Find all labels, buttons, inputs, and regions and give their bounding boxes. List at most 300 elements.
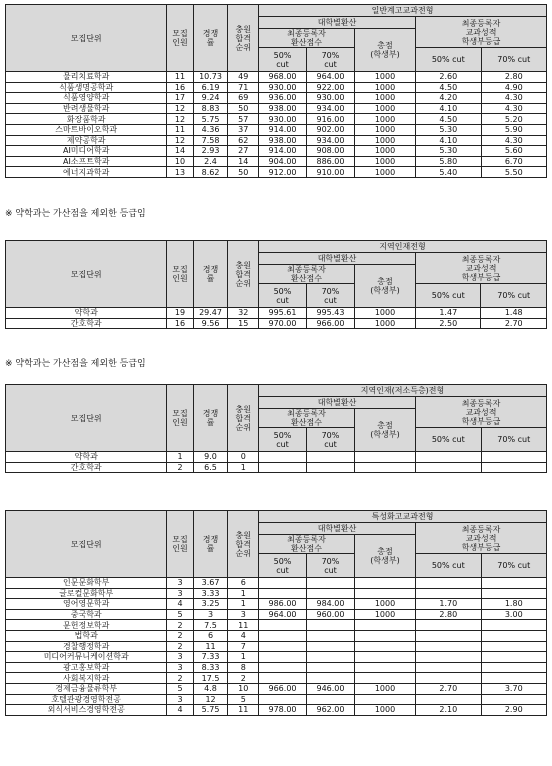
cell-recruit: 17 bbox=[167, 93, 193, 104]
cell-cut50: 930.00 bbox=[259, 114, 307, 125]
cell-grade50: 5.30 bbox=[416, 146, 481, 157]
cell-cut70: 886.00 bbox=[307, 156, 355, 167]
cell-rate: 29.47 bbox=[193, 308, 228, 319]
cell-grade70: 4.90 bbox=[481, 82, 547, 93]
header-waitlist: 충원 합격 순위 bbox=[228, 385, 259, 452]
cell-total: 1000 bbox=[354, 683, 415, 694]
table-row bbox=[6, 462, 547, 473]
header-waitlist: 충원 합격 순위 bbox=[228, 241, 259, 308]
table-row bbox=[6, 599, 547, 610]
header-p70: 70% cut bbox=[307, 554, 355, 578]
cell-waitlist: 71 bbox=[228, 82, 259, 93]
cell-total: 1000 bbox=[354, 93, 415, 104]
cell-grade70 bbox=[481, 673, 547, 684]
cell-unit: 스마트바이오학과 bbox=[6, 124, 167, 135]
cell-waitlist: 3 bbox=[228, 609, 259, 620]
cell-grade70: 5.90 bbox=[481, 124, 547, 135]
cell-grade70 bbox=[481, 462, 547, 473]
cell-recruit: 16 bbox=[167, 318, 193, 329]
cell-grade50: 5.80 bbox=[416, 156, 481, 167]
cell-recruit: 2 bbox=[167, 630, 193, 641]
cell-cut70 bbox=[307, 620, 355, 631]
cell-grade50: 4.50 bbox=[416, 114, 481, 125]
cell-grade50 bbox=[416, 673, 481, 684]
cell-grade50: 1.47 bbox=[416, 308, 481, 319]
cell-grade50: 5.40 bbox=[416, 167, 481, 178]
cell-unit: 간호학과 bbox=[6, 462, 167, 473]
cell-grade50: 2.10 bbox=[416, 705, 481, 716]
cell-waitlist: 37 bbox=[228, 124, 259, 135]
cell-recruit: 4 bbox=[167, 705, 193, 716]
header-unit: 모집단위 bbox=[6, 385, 167, 452]
cell-cut50: 938.00 bbox=[259, 135, 307, 146]
table-row bbox=[6, 124, 547, 135]
cell-grade70: 3.70 bbox=[481, 683, 547, 694]
cell-total: 1000 bbox=[354, 146, 415, 157]
cell-cut50: 968.00 bbox=[259, 72, 307, 83]
cell-total: 1000 bbox=[354, 705, 415, 716]
cell-rate: 7.58 bbox=[193, 135, 228, 146]
cell-total: 1000 bbox=[354, 82, 415, 93]
cell-grade70 bbox=[481, 652, 547, 663]
cell-recruit: 19 bbox=[167, 308, 193, 319]
cell-rate: 9.56 bbox=[193, 318, 228, 329]
cell-recruit: 2 bbox=[167, 641, 193, 652]
cell-total: 1000 bbox=[354, 72, 415, 83]
cell-cut50 bbox=[259, 452, 307, 463]
results-table bbox=[5, 510, 547, 716]
cell-cut50 bbox=[259, 578, 307, 589]
cell-total: 1000 bbox=[354, 156, 415, 167]
cell-total bbox=[354, 620, 415, 631]
cell-cut70: 910.00 bbox=[307, 167, 355, 178]
cell-recruit: 3 bbox=[167, 694, 193, 705]
cell-waitlist: 8 bbox=[228, 662, 259, 673]
cell-recruit: 3 bbox=[167, 578, 193, 589]
cell-grade70 bbox=[481, 630, 547, 641]
header-total: 총점 (학생부) bbox=[354, 409, 415, 452]
header-univ-conv: 대학별환산 bbox=[259, 17, 416, 29]
cell-grade70 bbox=[481, 620, 547, 631]
results-table bbox=[5, 384, 547, 473]
cell-waitlist: 32 bbox=[228, 308, 259, 319]
section-specialized-high-school bbox=[5, 510, 547, 716]
cell-recruit: 13 bbox=[167, 167, 193, 178]
header-univ-conv: 대학별환산 bbox=[259, 523, 416, 535]
cell-grade70: 5.20 bbox=[481, 114, 547, 125]
table-row bbox=[6, 103, 547, 114]
table-row bbox=[6, 146, 547, 157]
cell-grade70: 6.70 bbox=[481, 156, 547, 167]
cell-cut70: 902.00 bbox=[307, 124, 355, 135]
cell-cut50: 964.00 bbox=[259, 609, 307, 620]
cell-rate: 4.36 bbox=[193, 124, 228, 135]
cell-cut50: 904.00 bbox=[259, 156, 307, 167]
cell-rate: 11 bbox=[193, 641, 228, 652]
header-g50: 50% cut bbox=[416, 428, 481, 452]
header-rate: 경쟁 률 bbox=[193, 5, 228, 72]
results-table bbox=[5, 240, 547, 329]
cell-cut70: 962.00 bbox=[307, 705, 355, 716]
cell-waitlist: 1 bbox=[228, 588, 259, 599]
cell-unit: 에너지과학과 bbox=[6, 167, 167, 178]
cell-grade50: 2.70 bbox=[416, 683, 481, 694]
cell-cut50: 995.61 bbox=[259, 308, 307, 319]
cell-rate: 7.5 bbox=[193, 620, 228, 631]
header-g50: 50% cut bbox=[416, 48, 481, 72]
cell-unit: 법학과 bbox=[6, 630, 167, 641]
cell-total: 1000 bbox=[354, 114, 415, 125]
cell-grade50 bbox=[416, 588, 481, 599]
cell-cut50: 986.00 bbox=[259, 599, 307, 610]
header-p50: 50% cut bbox=[259, 48, 307, 72]
header-total: 총점 (학생부) bbox=[354, 535, 415, 578]
cell-grade50 bbox=[416, 662, 481, 673]
cell-recruit: 3 bbox=[167, 662, 193, 673]
cell-grade50: 5.30 bbox=[416, 124, 481, 135]
cell-grade50: 1.70 bbox=[416, 599, 481, 610]
cell-waitlist: 7 bbox=[228, 641, 259, 652]
header-final-conv: 최종등록자 환산점수 bbox=[259, 265, 355, 284]
table-row bbox=[6, 630, 547, 641]
cell-unit: 미디어커뮤니케이션학과 bbox=[6, 652, 167, 663]
table-row bbox=[6, 609, 547, 620]
cell-rate: 9.0 bbox=[193, 452, 228, 463]
cell-total: 1000 bbox=[354, 609, 415, 620]
cell-grade70: 4.30 bbox=[481, 93, 547, 104]
cell-recruit: 12 bbox=[167, 114, 193, 125]
header-p70: 70% cut bbox=[307, 428, 355, 452]
table-row bbox=[6, 705, 547, 716]
cell-total: 1000 bbox=[354, 167, 415, 178]
cell-recruit: 5 bbox=[167, 683, 193, 694]
table-row bbox=[6, 82, 547, 93]
header-final-conv: 최종등록자 환산점수 bbox=[259, 535, 355, 554]
cell-grade50: 4.10 bbox=[416, 135, 481, 146]
cell-cut70: 964.00 bbox=[307, 72, 355, 83]
header-recruit: 모집 인원 bbox=[167, 5, 193, 72]
cell-cut50 bbox=[259, 641, 307, 652]
cell-grade70: 3.00 bbox=[481, 609, 547, 620]
note-pharmacy-1: ※ 약학과는 가산점을 제외한 등급임 bbox=[5, 209, 146, 219]
header-final-grade: 최종등록자 교과성적 학생부등급 bbox=[416, 523, 547, 554]
cell-waitlist: 57 bbox=[228, 114, 259, 125]
cell-unit: 문헌정보학과 bbox=[6, 620, 167, 631]
cell-grade50: 2.50 bbox=[416, 318, 481, 329]
header-p70: 70% cut bbox=[306, 284, 354, 308]
cell-cut70: 995.43 bbox=[306, 308, 354, 319]
cell-rate: 8.33 bbox=[193, 662, 228, 673]
cell-cut70: 922.00 bbox=[307, 82, 355, 93]
cell-rate: 5.75 bbox=[193, 114, 228, 125]
cell-unit: 광고홍보학과 bbox=[6, 662, 167, 673]
cell-waitlist: 10 bbox=[228, 683, 259, 694]
cell-unit: AI소프트학과 bbox=[6, 156, 167, 167]
cell-rate: 5.75 bbox=[193, 705, 228, 716]
header-univ-conv: 대학별환산 bbox=[259, 253, 416, 265]
cell-grade50: 4.20 bbox=[416, 93, 481, 104]
header-univ-conv: 대학별환산 bbox=[259, 397, 416, 409]
header-recruit: 모집 인원 bbox=[167, 511, 193, 578]
cell-rate: 6 bbox=[193, 630, 228, 641]
table-row bbox=[6, 620, 547, 631]
cell-grade50 bbox=[416, 452, 481, 463]
cell-unit: 중국학과 bbox=[6, 609, 167, 620]
cell-total bbox=[354, 641, 415, 652]
cell-recruit: 1 bbox=[167, 452, 193, 463]
cell-rate: 12 bbox=[193, 694, 228, 705]
header-g70: 70% cut bbox=[481, 284, 547, 308]
header-final-grade: 최종등록자 교과성적 학생부등급 bbox=[416, 253, 547, 284]
cell-total bbox=[354, 652, 415, 663]
cell-recruit: 4 bbox=[167, 599, 193, 610]
cell-cut50: 914.00 bbox=[259, 146, 307, 157]
cell-grade50 bbox=[416, 652, 481, 663]
cell-total bbox=[354, 630, 415, 641]
header-recruit: 모집 인원 bbox=[167, 241, 193, 308]
cell-cut70: 966.00 bbox=[306, 318, 354, 329]
cell-grade70 bbox=[481, 694, 547, 705]
cell-unit: 인문문화학부 bbox=[6, 578, 167, 589]
cell-cut50: 912.00 bbox=[259, 167, 307, 178]
cell-recruit: 3 bbox=[167, 652, 193, 663]
cell-rate: 3.33 bbox=[193, 588, 228, 599]
header-unit: 모집단위 bbox=[6, 511, 167, 578]
table-row bbox=[6, 652, 547, 663]
cell-grade50 bbox=[416, 620, 481, 631]
cell-recruit: 10 bbox=[167, 156, 193, 167]
cell-rate: 10.73 bbox=[193, 72, 228, 83]
cell-cut70 bbox=[307, 641, 355, 652]
cell-grade70 bbox=[481, 662, 547, 673]
cell-grade50: 4.50 bbox=[416, 82, 481, 93]
cell-cut70 bbox=[307, 694, 355, 705]
cell-unit: 호텔관광경영학전공 bbox=[6, 694, 167, 705]
cell-waitlist: 0 bbox=[228, 452, 259, 463]
header-waitlist: 충원 합격 순위 bbox=[228, 5, 259, 72]
cell-waitlist: 4 bbox=[228, 630, 259, 641]
cell-waitlist: 15 bbox=[228, 318, 259, 329]
header-total: 총점 (학생부) bbox=[354, 265, 415, 308]
cell-waitlist: 1 bbox=[228, 652, 259, 663]
cell-grade70: 2.70 bbox=[481, 318, 547, 329]
section-general-high-school bbox=[5, 4, 547, 178]
cell-total: 1000 bbox=[354, 103, 415, 114]
cell-grade70: 2.80 bbox=[481, 72, 547, 83]
table-row bbox=[6, 72, 547, 83]
cell-total bbox=[354, 694, 415, 705]
cell-cut50 bbox=[259, 673, 307, 684]
cell-total: 1000 bbox=[354, 124, 415, 135]
cell-unit: 글로컬문화학부 bbox=[6, 588, 167, 599]
cell-grade70: 1.80 bbox=[481, 599, 547, 610]
cell-cut70: 916.00 bbox=[307, 114, 355, 125]
cell-unit: 반려생물학과 bbox=[6, 103, 167, 114]
cell-cut70: 908.00 bbox=[307, 146, 355, 157]
cell-grade70: 4.30 bbox=[481, 103, 547, 114]
header-g70: 70% cut bbox=[481, 48, 547, 72]
cell-cut50 bbox=[259, 652, 307, 663]
cell-waitlist: 50 bbox=[228, 167, 259, 178]
cell-rate: 8.83 bbox=[193, 103, 228, 114]
cell-recruit: 2 bbox=[167, 462, 193, 473]
header-recruit: 모집 인원 bbox=[167, 385, 193, 452]
header-g50: 50% cut bbox=[416, 554, 481, 578]
cell-waitlist: 2 bbox=[228, 673, 259, 684]
cell-unit: 사회복지학과 bbox=[6, 673, 167, 684]
cell-grade70: 5.50 bbox=[481, 167, 547, 178]
cell-total: 1000 bbox=[354, 308, 415, 319]
cell-cut50: 978.00 bbox=[259, 705, 307, 716]
cell-waitlist: 11 bbox=[228, 620, 259, 631]
section-regional-talent-low-income bbox=[5, 384, 547, 473]
header-p70: 70% cut bbox=[307, 48, 355, 72]
header-waitlist: 충원 합격 순위 bbox=[228, 511, 259, 578]
cell-rate: 6.19 bbox=[193, 82, 228, 93]
cell-waitlist: 50 bbox=[228, 103, 259, 114]
table-row bbox=[6, 135, 547, 146]
cell-rate: 2.4 bbox=[193, 156, 228, 167]
cell-unit: 약학과 bbox=[6, 452, 167, 463]
cell-cut50: 970.00 bbox=[259, 318, 307, 329]
table-row bbox=[6, 452, 547, 463]
cell-cut70 bbox=[307, 652, 355, 663]
cell-rate: 2.93 bbox=[193, 146, 228, 157]
cell-recruit: 2 bbox=[167, 620, 193, 631]
cell-total: 1000 bbox=[354, 135, 415, 146]
cell-total: 1000 bbox=[354, 599, 415, 610]
header-g70: 70% cut bbox=[481, 428, 547, 452]
cell-cut70: 946.00 bbox=[307, 683, 355, 694]
cell-grade70 bbox=[481, 578, 547, 589]
header-final-grade: 최종등록자 교과성적 학생부등급 bbox=[416, 17, 547, 48]
cell-waitlist: 27 bbox=[228, 146, 259, 157]
cell-recruit: 12 bbox=[167, 135, 193, 146]
table-row bbox=[6, 578, 547, 589]
cell-rate: 8.62 bbox=[193, 167, 228, 178]
cell-waitlist: 11 bbox=[228, 705, 259, 716]
cell-cut70 bbox=[307, 452, 355, 463]
cell-waitlist: 62 bbox=[228, 135, 259, 146]
cell-grade50: 4.10 bbox=[416, 103, 481, 114]
cell-cut70 bbox=[307, 673, 355, 684]
header-g50: 50% cut bbox=[416, 284, 481, 308]
table-row bbox=[6, 694, 547, 705]
cell-rate: 3 bbox=[193, 609, 228, 620]
cell-rate: 6.5 bbox=[193, 462, 228, 473]
cell-unit: 간호학과 bbox=[6, 318, 167, 329]
header-unit: 모집단위 bbox=[6, 241, 167, 308]
cell-cut50 bbox=[259, 630, 307, 641]
cell-recruit: 3 bbox=[167, 588, 193, 599]
cell-grade70: 5.60 bbox=[481, 146, 547, 157]
header-unit: 모집단위 bbox=[6, 5, 167, 72]
cell-waitlist: 69 bbox=[228, 93, 259, 104]
cell-grade50 bbox=[416, 694, 481, 705]
cell-grade70 bbox=[481, 641, 547, 652]
cell-grade50 bbox=[416, 641, 481, 652]
cell-cut70: 934.00 bbox=[307, 103, 355, 114]
cell-cut70 bbox=[307, 578, 355, 589]
cell-waitlist: 5 bbox=[228, 694, 259, 705]
table-row bbox=[6, 114, 547, 125]
header-final-conv: 최종등록자 환산점수 bbox=[259, 29, 355, 48]
cell-cut50: 938.00 bbox=[259, 103, 307, 114]
section-title: 특성화고교과전형 bbox=[259, 511, 547, 523]
header-p50: 50% cut bbox=[259, 554, 307, 578]
cell-unit: 식품영양학과 bbox=[6, 93, 167, 104]
section-title: 지역인재전형 bbox=[259, 241, 547, 253]
header-p50: 50% cut bbox=[259, 284, 307, 308]
cell-recruit: 12 bbox=[167, 103, 193, 114]
cell-waitlist: 1 bbox=[228, 462, 259, 473]
header-final-grade: 최종등록자 교과성적 학생부등급 bbox=[416, 397, 547, 428]
cell-cut50 bbox=[259, 620, 307, 631]
cell-cut50 bbox=[259, 662, 307, 673]
header-rate: 경쟁 률 bbox=[193, 385, 228, 452]
cell-waitlist: 49 bbox=[228, 72, 259, 83]
cell-unit: 경찰행정학과 bbox=[6, 641, 167, 652]
section-title: 지역인재(저소득층)전형 bbox=[259, 385, 547, 397]
header-rate: 경쟁 률 bbox=[193, 511, 228, 578]
cell-cut50: 914.00 bbox=[259, 124, 307, 135]
results-table bbox=[5, 4, 547, 178]
cell-unit: AI미디어학과 bbox=[6, 146, 167, 157]
cell-unit: 화장품학과 bbox=[6, 114, 167, 125]
cell-grade70: 4.30 bbox=[481, 135, 547, 146]
cell-waitlist: 14 bbox=[228, 156, 259, 167]
cell-cut50: 936.00 bbox=[259, 93, 307, 104]
cell-rate: 9.24 bbox=[193, 93, 228, 104]
table-row bbox=[6, 662, 547, 673]
cell-cut70: 930.00 bbox=[307, 93, 355, 104]
cell-grade70: 2.90 bbox=[481, 705, 547, 716]
cell-unit: 제약공학과 bbox=[6, 135, 167, 146]
cell-cut70: 984.00 bbox=[307, 599, 355, 610]
cell-total bbox=[354, 588, 415, 599]
cell-grade70 bbox=[481, 588, 547, 599]
table-row bbox=[6, 167, 547, 178]
cell-grade70 bbox=[481, 452, 547, 463]
cell-grade70: 1.48 bbox=[481, 308, 547, 319]
cell-recruit: 16 bbox=[167, 82, 193, 93]
cell-cut50: 930.00 bbox=[259, 82, 307, 93]
header-final-conv: 최종등록자 환산점수 bbox=[259, 409, 355, 428]
section-title: 일반계고교과전형 bbox=[259, 5, 547, 17]
cell-rate: 7.33 bbox=[193, 652, 228, 663]
table-row bbox=[6, 641, 547, 652]
cell-recruit: 14 bbox=[167, 146, 193, 157]
table-row bbox=[6, 673, 547, 684]
cell-grade50: 2.60 bbox=[416, 72, 481, 83]
cell-cut70 bbox=[307, 462, 355, 473]
cell-waitlist: 6 bbox=[228, 578, 259, 589]
cell-cut70 bbox=[307, 630, 355, 641]
cell-cut70: 960.00 bbox=[307, 609, 355, 620]
cell-recruit: 11 bbox=[167, 72, 193, 83]
header-p50: 50% cut bbox=[259, 428, 307, 452]
cell-rate: 3.67 bbox=[193, 578, 228, 589]
table-row bbox=[6, 156, 547, 167]
cell-total bbox=[354, 673, 415, 684]
cell-cut50 bbox=[259, 588, 307, 599]
note-pharmacy-2: ※ 약학과는 가산점을 제외한 등급임 bbox=[5, 359, 146, 369]
cell-recruit: 5 bbox=[167, 609, 193, 620]
table-row bbox=[6, 588, 547, 599]
cell-rate: 3.25 bbox=[193, 599, 228, 610]
section-regional-talent bbox=[5, 240, 547, 329]
cell-cut70 bbox=[307, 662, 355, 673]
